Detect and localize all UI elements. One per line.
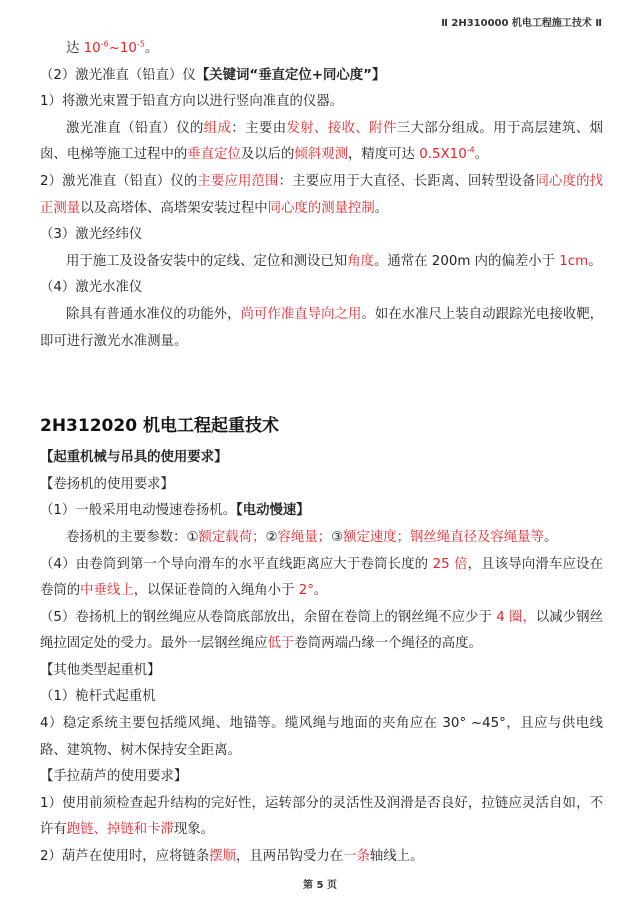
highlighted-text: 容绳量； xyxy=(277,529,332,545)
paragraph xyxy=(40,472,603,499)
paragraph xyxy=(40,169,603,222)
paragraph xyxy=(40,222,603,249)
laser-instruments-section xyxy=(40,36,603,355)
highlighted-text: 额定载荷； xyxy=(198,529,266,545)
text-segment: 4）稳定系统主要包括缆风绳、地锚等。缆风绳与地面的夹角应在 30° ~45°，且应与供电线路、建筑物、树木保持安全距离。 xyxy=(40,716,603,758)
text-segment: ：主要应用于大直径、长距离、回转型设备 xyxy=(278,173,536,189)
highlighted-text: ~10 xyxy=(108,41,137,56)
text-segment: 。 xyxy=(144,41,159,56)
paragraph xyxy=(40,249,603,276)
highlighted-text: 尚可作准直导向之用 xyxy=(240,306,362,322)
paragraph xyxy=(40,658,603,685)
text-segment: 现象。 xyxy=(173,822,215,838)
highlighted-text: 角度 xyxy=(347,253,374,269)
highlighted-text: 发射、接收、附件 xyxy=(286,120,397,136)
text-segment: 三大部分组成。用于高层建筑、烟囱、电梯等施工过程中的 xyxy=(40,120,604,163)
text-segment: 。如在水准尺上装自动跟踪光电接收靶，即可进行激光水准测量。 xyxy=(40,306,604,349)
text-segment: ③ xyxy=(331,529,344,545)
text-segment: （2）激光准直（铅直）仪 xyxy=(40,67,196,83)
text-segment: 【其他类型起重机】 xyxy=(40,662,161,678)
text-segment: （3）激光经纬仪 xyxy=(40,227,143,243)
text-segment: 2）葫芦在使用时，应将链条 xyxy=(40,849,210,865)
highlighted-text: 低于 xyxy=(267,636,295,652)
highlighted-text: 倾斜观测 xyxy=(294,147,348,163)
paragraph xyxy=(40,764,603,791)
paragraph xyxy=(40,791,603,844)
paragraph xyxy=(40,552,603,605)
text-segment: （5）卷扬机上的钢丝绳应从卷筒底部放出，余留在卷筒上的钢丝绳不应少于 xyxy=(40,609,497,625)
paragraph xyxy=(40,302,603,355)
text-segment: 1）将激光束置于铅直方向以进行竖向准直的仪器。 xyxy=(40,94,344,110)
paragraph xyxy=(40,445,603,472)
text-segment: （4）激光水准仪 xyxy=(40,280,143,296)
text-segment: ，且该导向滑车应设在卷筒的 xyxy=(40,556,603,599)
text-segment: 。 xyxy=(313,583,328,599)
highlighted-text: 一条 xyxy=(343,849,370,865)
paragraph xyxy=(40,275,603,302)
running-header: Ⅱ 2H310000 机电工程施工技术 Ⅱ xyxy=(441,18,602,29)
text-segment: 激光准直（铅直）仪的 xyxy=(66,120,204,136)
highlighted-text: 1cm xyxy=(559,253,589,269)
highlighted-text: 主要应用范围 xyxy=(197,173,279,189)
paragraph xyxy=(40,89,603,116)
highlighted-text: -4 xyxy=(466,145,475,155)
text-segment: 。 xyxy=(374,200,389,216)
text-segment: 。 xyxy=(474,147,489,163)
bold-keyword: 【电动慢速】 xyxy=(236,503,310,519)
text-segment: 以及高塔体、高塔架安装过程中 xyxy=(80,200,268,216)
text-segment: 。通常在 200m 内的偏差小于 xyxy=(373,253,560,269)
text-segment: 2）激光准直（铅直）仪的 xyxy=(40,173,198,189)
text-segment: ，精度可达 xyxy=(347,147,420,163)
highlighted-text: 25 倍 xyxy=(432,556,468,572)
text-segment: ，且两吊钩受力在 xyxy=(236,849,344,865)
text-segment: 。 xyxy=(588,253,602,269)
paragraph xyxy=(40,116,603,169)
text-segment: ② xyxy=(265,529,278,545)
highlighted-text: 组成 xyxy=(203,120,232,136)
text-segment: 用于施工及设备安装中的定线、定位和测设已知 xyxy=(66,253,348,269)
paragraph xyxy=(40,684,603,711)
paragraph xyxy=(40,498,603,525)
page-number: 第 5 页 xyxy=(303,880,337,891)
highlighted-text: -5 xyxy=(136,39,145,49)
highlighted-text: 同心度的测量控制 xyxy=(267,200,375,216)
paragraph xyxy=(40,63,603,90)
highlighted-text: 额定速度；钢丝绳直径及容绳量等 xyxy=(343,529,544,545)
paragraph xyxy=(40,711,603,764)
highlighted-text: 2° xyxy=(298,583,314,599)
text-segment: 。 xyxy=(543,529,558,545)
highlighted-text: 垂直定位 xyxy=(187,147,241,163)
text-segment: 卷筒两端凸缘一个绳径的高度。 xyxy=(294,636,482,652)
text-segment: 以减少钢丝绳拉固定处的受力。最外一层钢丝绳应 xyxy=(40,609,604,652)
text-segment: 除具有普通水准仪的功能外， xyxy=(66,306,241,322)
paragraph xyxy=(40,525,603,552)
section-heading: 2H312020 机电工程起重技术 xyxy=(40,416,279,437)
bold-keyword: 【关键词“垂直定位+同心度”】 xyxy=(195,67,386,83)
lifting-technology-section xyxy=(40,445,603,871)
text-segment: 轴线上。 xyxy=(369,849,424,865)
text-segment: 达 xyxy=(66,41,84,56)
highlighted-text: 跑链、掉链和卡滞 xyxy=(66,822,174,838)
highlighted-text: 10 xyxy=(83,41,101,56)
text-segment: ：主要由 xyxy=(231,120,287,136)
paragraph xyxy=(40,36,603,63)
text-segment: 1）使用前须检查起升结构的完好性，运转部分的灵活性及润滑是否良好，拉链应灵活自如，不许有 xyxy=(40,795,603,838)
highlighted-text: 中垂线上 xyxy=(80,583,134,599)
page-body xyxy=(40,36,603,871)
text-segment: 卷扬机的主要参数：① xyxy=(66,529,199,545)
paragraph xyxy=(40,605,603,658)
bold-keyword: 【起重机械与吊具的使用要求】 xyxy=(40,450,228,466)
highlighted-text: 0.5X10 xyxy=(419,147,467,163)
highlighted-text: -6 xyxy=(100,39,109,49)
highlighted-text: 4 圈， xyxy=(496,609,536,625)
text-segment: （4）由卷筒到第一个导向滑车的水平直线距离应大于卷筒长度的 xyxy=(40,556,433,572)
text-segment: 及以后的 xyxy=(240,147,295,163)
text-segment: （1）一般采用电动慢速卷扬机。 xyxy=(40,503,236,519)
text-segment: ，以保证卷筒的入绳角小于 xyxy=(133,583,299,599)
highlighted-text: 同心度的找正测量 xyxy=(40,173,604,216)
paragraph xyxy=(40,844,603,871)
text-segment: 【手拉葫芦的使用要求】 xyxy=(40,769,188,785)
text-segment: 【卷扬机的使用要求】 xyxy=(40,476,174,492)
text-segment: （1）桅杆式起重机 xyxy=(40,689,156,705)
highlighted-text: 摆顺 xyxy=(209,849,236,865)
